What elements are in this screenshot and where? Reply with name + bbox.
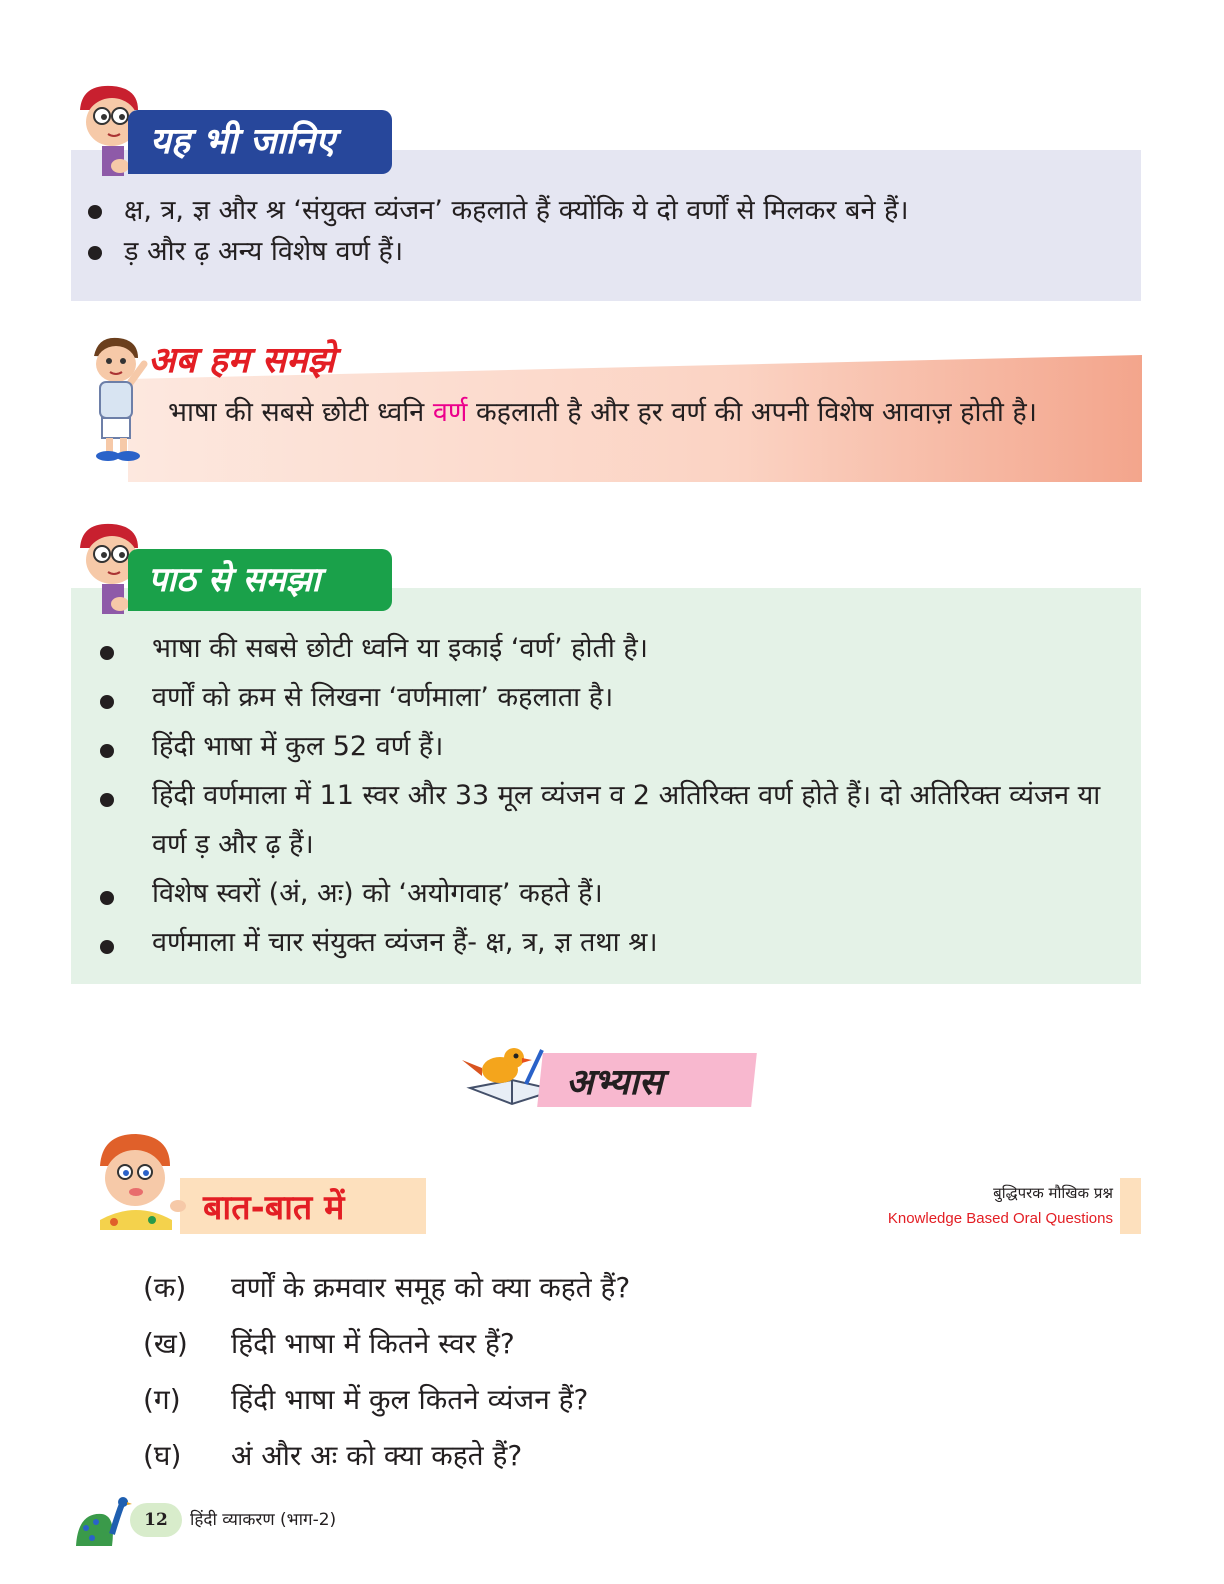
understood-paragraph: भाषा की सबसे छोटी ध्वनि वर्ण कहलाती है और हर वर्ण की अपनी विशेष आवाज़ होती है। [168,397,1037,428]
list-item: वर्णमाला में चार संयुक्त व्यंजन हैं- क्ष, त्र, ज्ञ तथा श्र। [100,918,1110,967]
page-number: 12 [130,1503,182,1537]
oral-label-english: Knowledge Based Oral Questions [887,1210,1113,1227]
bullet-icon [100,695,114,709]
section-title-understood: अब हम समझे [148,340,335,381]
question-row [143,1316,1143,1372]
list-item: भाषा की सबसे छोटी ध्वनि या इकाई ‘वर्ण’ होती है। [100,624,1110,673]
bullet-icon [100,744,114,758]
bullet-icon [88,246,102,260]
highlight-term: वर्ण [432,397,468,428]
oral-section-title: बात-बात में [203,1188,345,1228]
question-marker: (ग) [143,1383,181,1416]
bullet-icon [100,940,114,954]
boy-pointing-mascot-icon [90,1130,186,1230]
oral-label-hindi: बुद्धिपरक मौखिक प्रश्न [993,1184,1113,1202]
question-marker: (ख) [143,1327,188,1360]
list-item: विशेष स्वरों (अं, अः) को ‘अयोगवाह’ कहते हैं। [100,869,1110,918]
bullet-icon [100,793,114,807]
section-title-lesson: पाठ से समझा [128,549,392,611]
question-text: हिंदी भाषा में कुल कितने व्यंजन हैं? [231,1383,589,1416]
know-list [88,190,1128,272]
list-item: हिंदी वर्णमाला में 11 स्वर और 33 मूल व्यंजन व 2 अतिरिक्त वर्ण होते हैं। दो अतिरिक्त व्यंजन या वर्ण ड़ और ढ़ हैं। [100,771,1110,869]
question-list [143,1260,1143,1484]
question-text: हिंदी भाषा में कितने स्वर हैं? [231,1327,515,1360]
bullet-icon [100,646,114,660]
question-marker: (घ) [143,1439,182,1472]
exercise-title: अभ्यास [566,1062,664,1103]
lesson-list [100,624,1110,967]
boy-waving-mascot-icon [84,334,150,464]
question-row [143,1428,1143,1484]
section-title-know: यह भी जानिए [128,110,392,174]
oral-side-bar [1120,1178,1141,1234]
list-item: हिंदी भाषा में कुल 52 वर्ण हैं। [100,722,1110,771]
question-text: वर्णों के क्रमवार समूह को क्या कहते हैं? [231,1271,631,1304]
peacock-icon [72,1494,132,1550]
question-row [143,1372,1143,1428]
bullet-icon [100,891,114,905]
list-item: ड़ और ढ़ अन्य विशेष वर्ण हैं। [88,231,1128,272]
bullet-icon [88,205,102,219]
question-marker: (क) [143,1271,187,1304]
question-text: अं और अः को क्या कहते हैं? [231,1439,523,1472]
list-item: वर्णों को क्रम से लिखना ‘वर्णमाला’ कहलाता है। [100,673,1110,722]
question-row [143,1260,1143,1316]
book-title: हिंदी व्याकरण (भाग-2) [190,1510,337,1530]
list-item: क्ष, त्र, ज्ञ और श्र ‘संयुक्त व्यंजन’ कहलाते हैं क्योंकि ये दो वर्णों से मिलकर बने हैं। [88,190,1128,231]
